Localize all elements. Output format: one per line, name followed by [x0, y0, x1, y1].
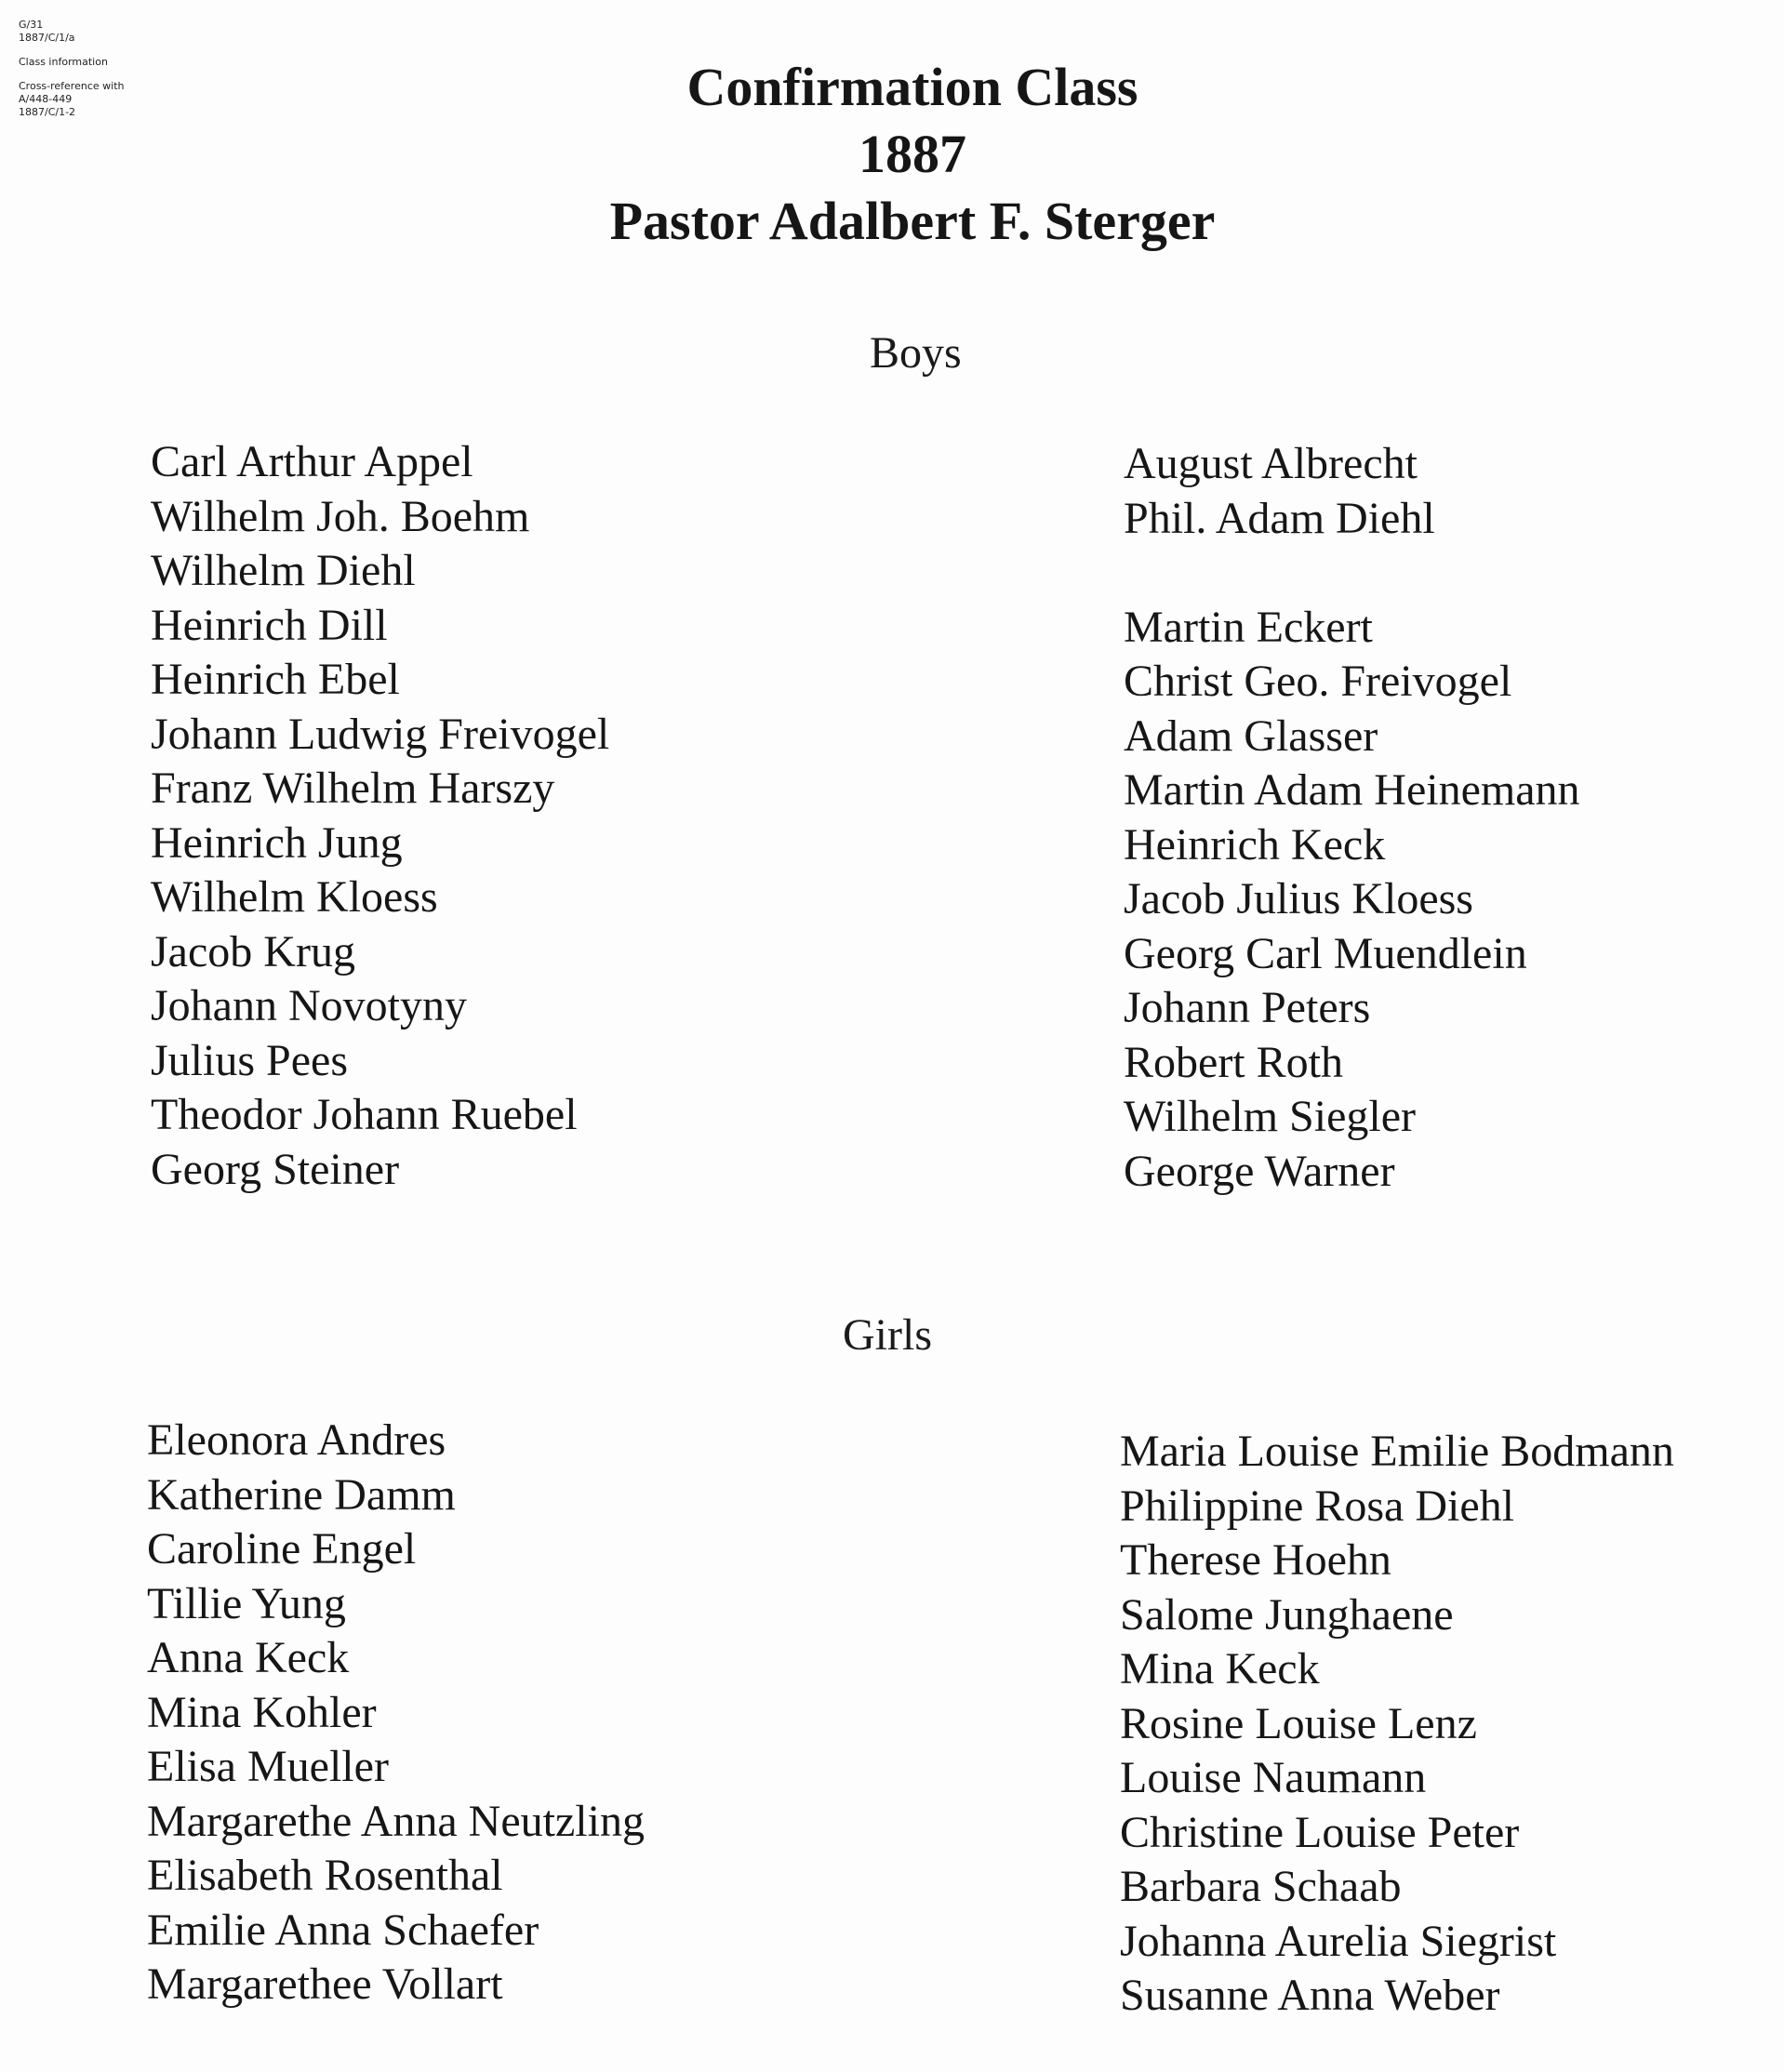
- document-title: [0, 54, 1784, 255]
- name-entry: Heinrich Keck: [1124, 819, 1386, 870]
- name-entry: Julius Pees: [151, 1035, 349, 1085]
- name-entry: Heinrich Jung: [151, 817, 403, 868]
- name-entry: Margarethee Vollart: [147, 1959, 503, 2009]
- name-entry: Rosine Louise Lenz: [1120, 1698, 1477, 1748]
- record-description: Class information: [19, 56, 108, 68]
- title-pastor: Pastor Adalbert F. Sterger: [609, 191, 1216, 251]
- name-entry: Robert Roth: [1124, 1037, 1343, 1087]
- name-entry: Wilhelm Siegler: [1124, 1092, 1416, 1141]
- name-entry: Martin Eckert: [1124, 602, 1373, 652]
- name-entry: Jacob Julius Kloess: [1124, 874, 1473, 923]
- name-entry: Theodor Johann Ruebel: [151, 1090, 578, 1139]
- boys-list-left: [151, 435, 609, 1197]
- name-entry: Caroline Engel: [147, 1524, 417, 1574]
- name-entry: Eleonora Andres: [147, 1415, 446, 1465]
- name-entry: Jacob Krug: [151, 926, 355, 976]
- name-entry: Margarethe Anna Neutzling: [147, 1796, 645, 1846]
- name-entry: George Warner: [1124, 1146, 1395, 1196]
- boys-list-right: [1124, 437, 1580, 1199]
- name-entry: Mina Kohler: [147, 1687, 377, 1737]
- title-class: Confirmation Class: [686, 57, 1138, 117]
- name-entry: August Albrecht: [1124, 439, 1418, 488]
- name-entry: Maria Louise Emilie Bodmann: [1120, 1427, 1674, 1476]
- name-entry: Georg Carl Muendlein: [1124, 928, 1527, 978]
- name-entry: Mina Keck: [1120, 1644, 1320, 1693]
- name-entry: Therese Hoehn: [1120, 1535, 1391, 1585]
- name-entry: Franz Wilhelm Harszy: [151, 764, 555, 813]
- name-entry: Martin Adam Heinemann: [1124, 765, 1580, 815]
- name-entry: Heinrich Ebel: [151, 655, 400, 704]
- name-entry: Elisabeth Rosenthal: [147, 1851, 503, 1900]
- girls-heading: Girls: [843, 1310, 932, 1360]
- name-entry: Adam Glasser: [1124, 711, 1378, 761]
- name-entry: Johanna Aurelia Siegrist: [1120, 1916, 1557, 1966]
- name-entry: Katherine Damm: [147, 1469, 456, 1520]
- name-entry: Christ Geo. Freivogel: [1124, 657, 1512, 706]
- name-entry: Johann Peters: [1124, 983, 1371, 1032]
- cross-reference-item: A/448-449: [19, 93, 73, 105]
- name-entry: Emilie Anna Schaefer: [147, 1905, 539, 1955]
- boys-heading: Boys: [870, 328, 962, 378]
- cross-reference-label: Cross-reference with: [19, 80, 125, 92]
- girls-list-left: [147, 1414, 645, 2012]
- name-entry: Georg Steiner: [151, 1144, 400, 1194]
- name-entry: Barbara Schaab: [1120, 1862, 1402, 1911]
- name-entry: Susanne Anna Weber: [1120, 1971, 1500, 2020]
- name-entry: Anna Keck: [147, 1633, 350, 1682]
- name-entry: Wilhelm Joh. Boehm: [151, 491, 530, 541]
- name-entry: Phil. Adam Diehl: [1124, 493, 1435, 543]
- record-number: 1887/C/1/a: [19, 32, 75, 44]
- name-entry: Wilhelm Kloess: [151, 872, 438, 922]
- name-entry: Johann Novotyny: [151, 981, 467, 1030]
- girls-list-right: [1120, 1425, 1674, 2024]
- name-entry: Christine Louise Peter: [1120, 1807, 1520, 1857]
- cross-reference-item: 1887/C/1-2: [19, 106, 76, 118]
- name-entry: Louise Naumann: [1120, 1753, 1427, 1802]
- name-entry: Tillie Yung: [147, 1578, 346, 1628]
- name-entry: Johann Ludwig Freivogel: [151, 709, 610, 759]
- name-entry: Heinrich Dill: [151, 600, 388, 650]
- reference-code: G/31: [19, 19, 44, 31]
- name-entry: Wilhelm Diehl: [151, 546, 416, 595]
- name-entry: Salome Junghaene: [1120, 1589, 1454, 1640]
- title-year: 1887: [859, 124, 966, 184]
- name-entry: Philippine Rosa Diehl: [1120, 1481, 1514, 1531]
- name-entry: Carl Arthur Appel: [151, 437, 473, 486]
- name-entry: Elisa Mueller: [147, 1742, 389, 1791]
- list-gap: [1124, 546, 1580, 601]
